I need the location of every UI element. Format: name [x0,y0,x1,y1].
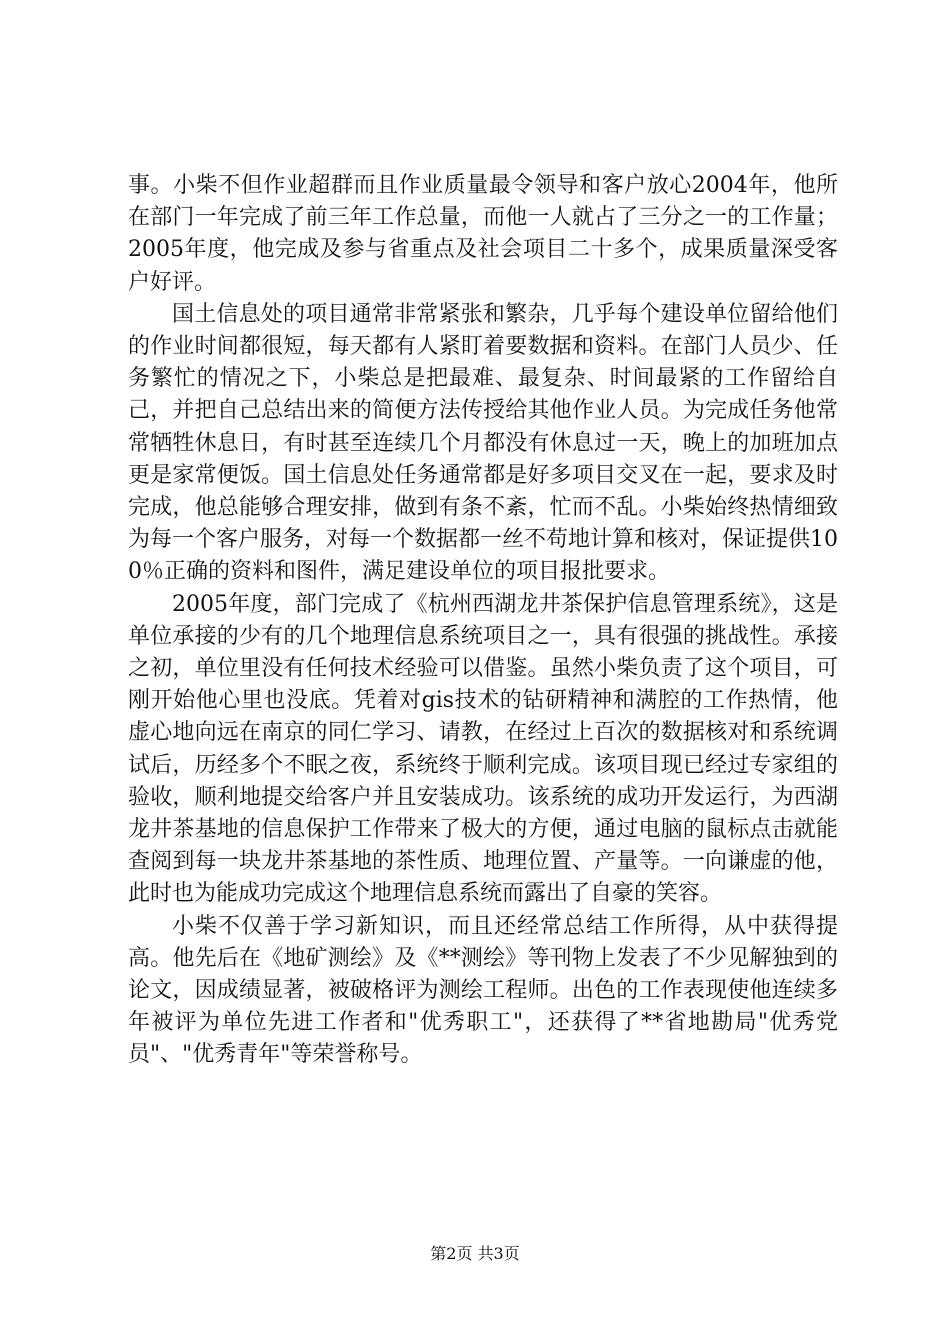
body-text [128,170,838,1072]
page-number-footer: 第2页 共3页 [430,1244,520,1263]
paragraph-4: 小柴不仅善于学习新知识，而且还经常总结工作所得，从中获得提高。他先后在《地矿测绘》及《**测绘》等刊物上发表了不少见解独到的论文，因成绩显著，被破格评为测绘工程师。出色的工作表现使他连续多年被评为单位先进工作者和"优秀职工"，还获得了**省地勘局"优秀党员"、"优秀青年"等荣誉称号。 [128,913,838,1068]
paragraph-2: 国土信息处的项目通常非常紧张和繁杂，几乎每个建设单位留给他们的作业时间都很短，每天都有人紧盯着要数据和资料。在部门人员少、任务繁忙的情况之下，小柴总是把最难、最复杂、时间最紧的工作留给自己，并把自己总结出来的简便方法传授给其他作业人员。为完成任务他常常牺牲休息日，有时甚至连续几个月都没有休息过一天，晚上的加班加点更是家常便饭。国土信息处任务通常都是好多项目交叉在一起，要求及时完成，他总能够合理安排，做到有条不紊，忙而不乱。小柴始终热情细致为每一个客户服务，对每一个数据都一丝不苟地计算和核对，保证提供100％正确的资料和图件，满足建设单位的项目报批要求。 [128,301,838,585]
paragraph-1: 事。小柴不但作业超群而且作业质量最令领导和客户放心2004年，他所在部门一年完成了前三年工作总量，而他一人就占了三分之一的工作量；2005年度，他完成及参与省重点及社会项目二十多个，成果质量深受客户好评。 [128,173,838,295]
paragraph-3: 2005年度，部门完成了《杭州西湖龙井茶保护信息管理系统》，这是单位承接的少有的几个地理信息系统项目之一，具有很强的挑战性。承接之初，单位里没有任何技术经验可以借鉴。虽然小柴负责了这个项目，可刚开始他心里也没底。凭着对gis技术的钻研精神和满腔的工作热情，他虚心地向远在南京的同仁学习、请教，在经过上百次的数据核对和系统调试后，历经多个不眠之夜，系统终于顺利完成。该项目现已经过专家组的验收，顺利地提交给客户并且安装成功。该系统的成功开发运行，为西湖龙井茶基地的信息保护工作带来了极大的方便，通过电脑的鼠标点击就能查阅到每一块龙井茶基地的茶性质、地理位置、产量等。一向谦虚的他，此时也为能成功完成这个地理信息系统而露出了自豪的笑容。 [128,591,838,907]
